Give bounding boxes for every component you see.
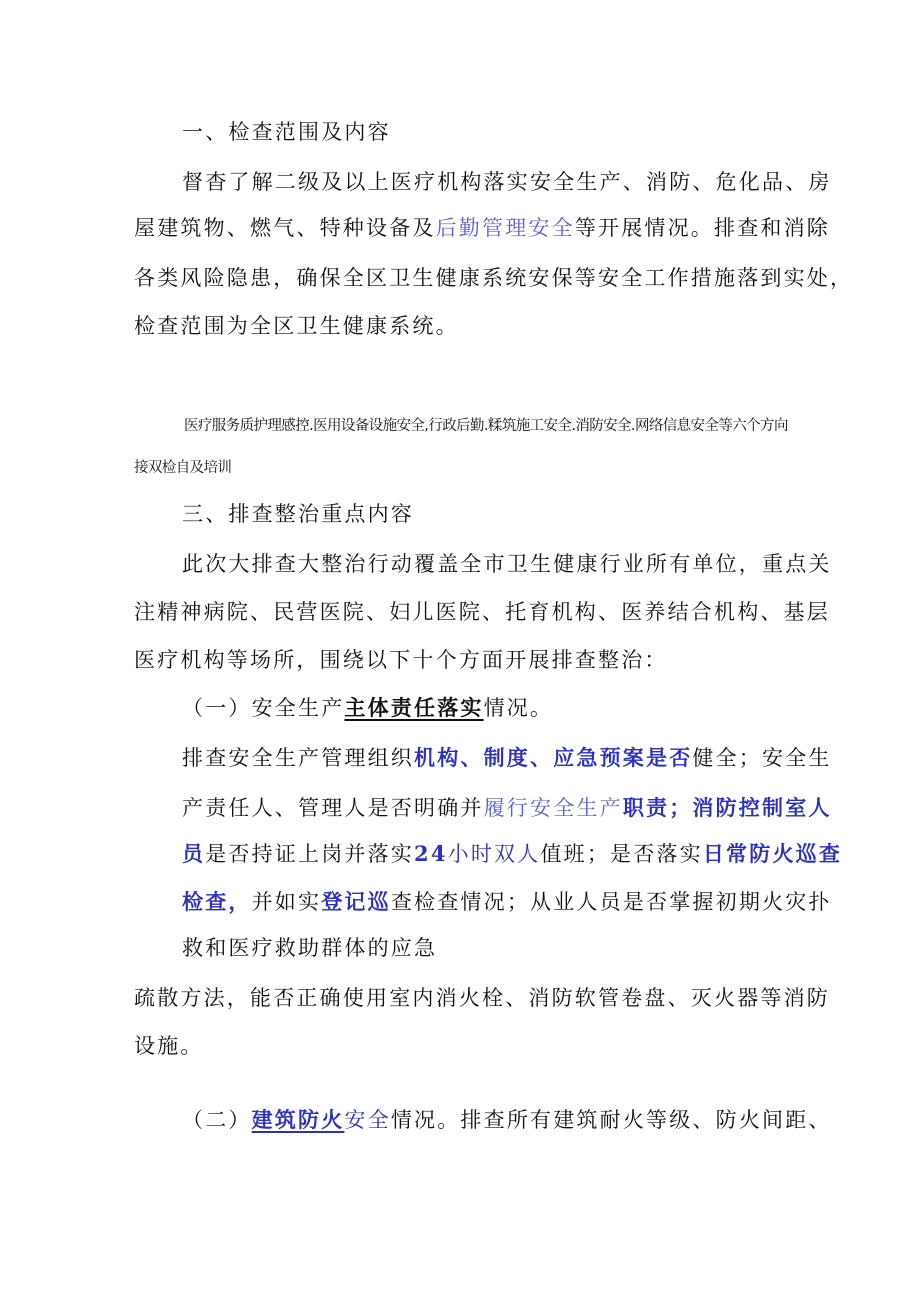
paragraph-1-line-4: 检查范围为全区卫生健康系统。 <box>134 314 459 338</box>
paragraph-3-line-1: 排查安全生产管理组织机构、制度、应急预案是否健全；安全生 <box>182 745 832 770</box>
paragraph-1-line-2: 屋建筑物、燃气、特种设备及后勤管理安全等开展情况。排查和消除 <box>134 216 831 240</box>
paragraph-3-line-6: 疏散方法，能否正确使用室内消火栓、消防软管卷盘、灭火器等消防 <box>134 986 830 1010</box>
subsection-2-heading: （二）建筑防火安全情况。排查所有建筑耐火等级、防火间距、 <box>182 1107 832 1132</box>
paragraph-3-line-7: 设施。 <box>134 1034 204 1058</box>
paragraph-2-line-2: 注精神病院、民营医院、妇儿医院、托育机构、医养结合机构、基层 <box>134 600 830 624</box>
emphasis-responsibility: 主体责任落实 <box>344 695 484 720</box>
paragraph-3-line-5: 救和医疗救助群体的应急 <box>182 936 438 960</box>
highlight-logistics: 后勤管理安全 <box>435 216 575 240</box>
paragraph-3-line-4: 检查，并如实登记巡查检查情况；从业人员是否掌握初期火灾扑 <box>182 889 832 914</box>
paragraph-1-line-1: 督杳了解二级及以上医疗机构落实安全生产、消防、危化品、房 <box>182 170 832 194</box>
note-line-2: 接双检自及培训 <box>134 460 232 476</box>
emphasis-building-fire: 建筑防火 <box>251 1107 345 1132</box>
subsection-1-heading: （一）安全生产主体责任落实情况。 <box>182 695 554 720</box>
paragraph-2-line-3: 医疗机构等场所，围绕以下十个方面开展排查整治： <box>134 648 668 672</box>
paragraph-1-line-3: 各类风险隐患，确保全区卫生健康系统安保等安全工作措施落到实处， <box>134 266 854 290</box>
paragraph-2-line-1: 此次大排查大整治行动覆盖全市卫生健康行业所有单位，重点关 <box>182 552 832 576</box>
section-heading-3: 三、排查整治重点内容 <box>182 502 414 526</box>
note-line-1: 医疗服务质护理感控.医用设备设施安全,行政后勤.糅筑施工安全.消防安全.网络信息安全等六个方向 <box>184 418 788 434</box>
paragraph-3-line-3: 员是否持证上岗并落实24小时双人值班；是否落实日常防火巡查 <box>182 841 843 866</box>
section-heading-1: 一、检查范围及内容 <box>182 120 391 144</box>
paragraph-3-line-2: 产责任人、管理人是否明确并履行安全生产职责；消防控制室人 <box>182 795 832 820</box>
